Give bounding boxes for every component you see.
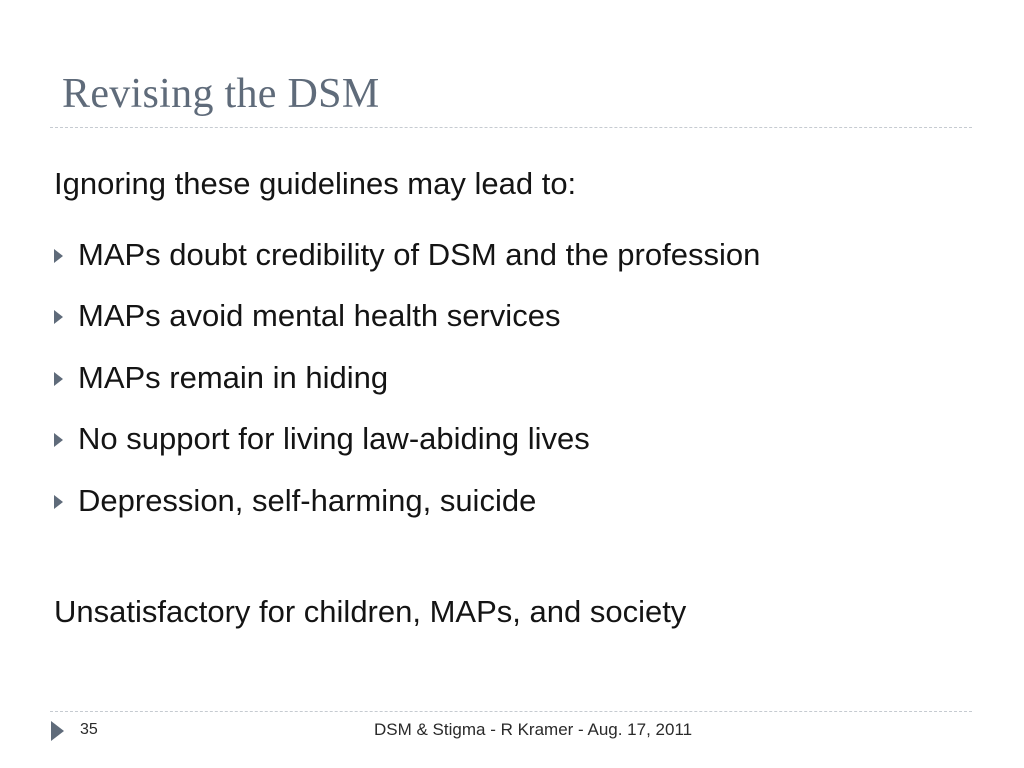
bullet-item [54, 470, 760, 532]
triangle-right-icon [54, 249, 63, 263]
intro-text: Ignoring these guidelines may lead to: [54, 166, 577, 201]
slide-number: 35 [80, 721, 98, 738]
bullet-item [54, 286, 760, 348]
bullet-item [54, 347, 760, 409]
slide-title: Revising the DSM [62, 71, 380, 117]
bullet-text: MAPs remain in hiding [78, 359, 389, 395]
bullet-text: Depression, self-harming, suicide [78, 482, 537, 518]
bullet-item [54, 224, 760, 286]
bullet-item [54, 409, 760, 471]
bullet-list [54, 224, 760, 532]
bullet-text: MAPs avoid mental health services [78, 298, 561, 334]
closing-text: Unsatisfactory for children, MAPs, and society [54, 594, 687, 629]
footer-text: DSM & Stigma - R Kramer - Aug. 17, 2011 [374, 720, 693, 739]
footer-triangle-icon [51, 721, 64, 741]
title-divider [50, 127, 972, 128]
triangle-right-icon [54, 372, 63, 386]
bullet-text: MAPs doubt credibility of DSM and the profession [78, 236, 761, 272]
footer-divider [50, 711, 972, 712]
triangle-right-icon [54, 310, 63, 324]
bullet-text: No support for living law-abiding lives [78, 421, 590, 457]
triangle-right-icon [54, 495, 63, 509]
triangle-right-icon [54, 433, 63, 447]
